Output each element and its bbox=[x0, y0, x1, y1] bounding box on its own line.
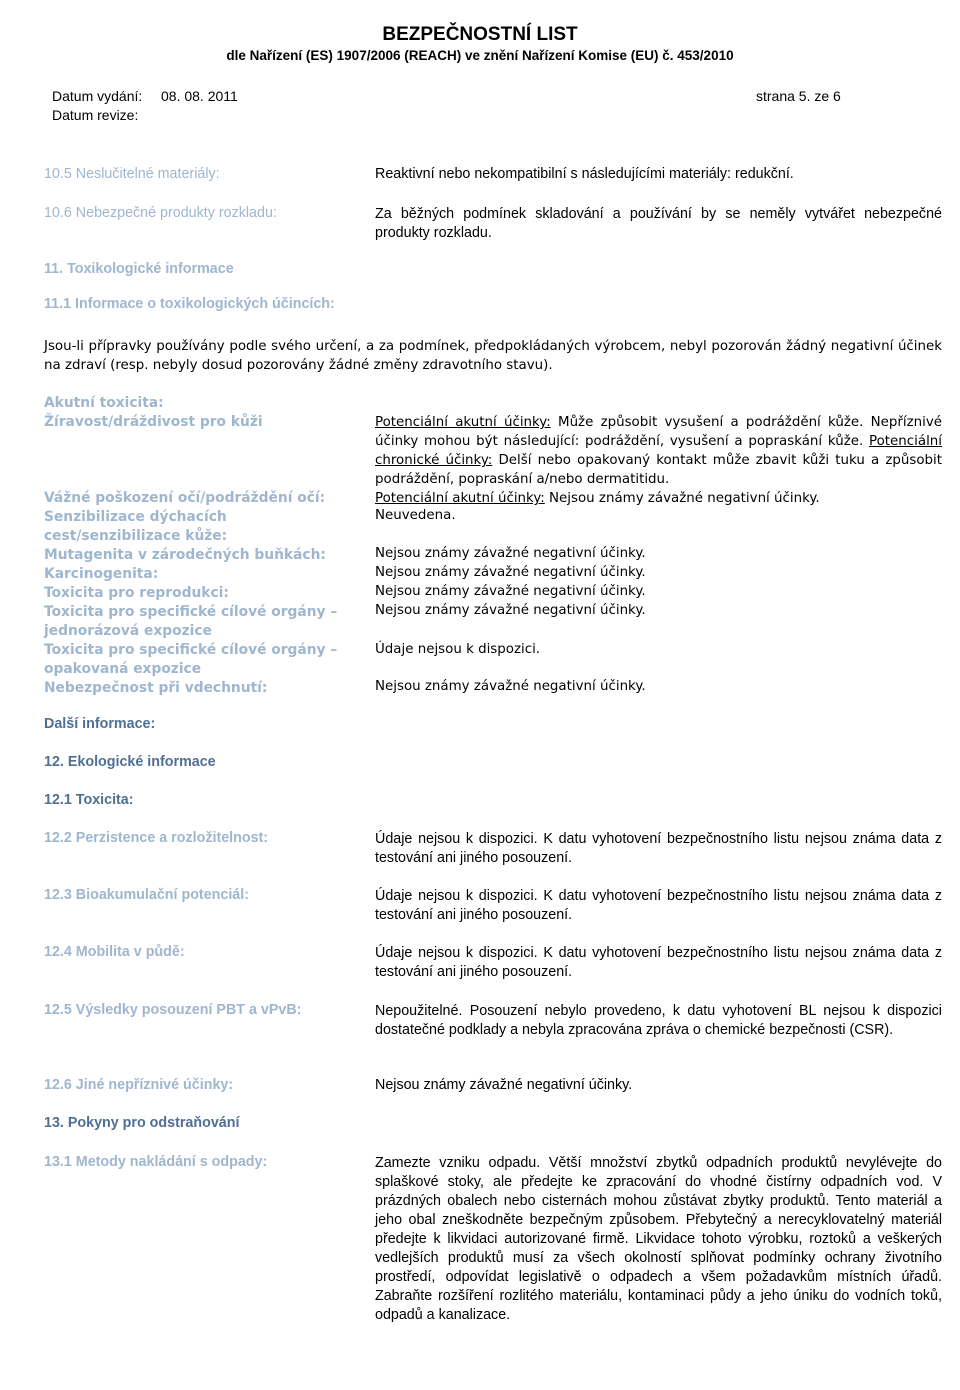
reproductive-toxicity-label: Toxicita pro reprodukci: bbox=[44, 585, 229, 601]
section-number: 12.4 bbox=[44, 944, 72, 960]
section-label-text: Bioakumulační potenciál: bbox=[71, 887, 249, 903]
section-11-intro: Jsou-li přípravky používány podle svého určení, a za podmínek, předpokládaných výrobcem, nebyl pozorován žádný negativní účinek na zdraví (resp. nebyly dosud pozorovány žádné změny zdravotního stavu). bbox=[44, 339, 942, 373]
section-label-text: Neslučitelné materiály: bbox=[71, 166, 220, 182]
section-12-3-value: Údaje nejsou k dispozici. K datu vyhotovení bezpečnostního listu nejsou známa data z testování ani jiného posouzení. bbox=[375, 888, 942, 923]
document-title: BEZPEČNOSTNÍ LIST bbox=[382, 24, 578, 45]
issue-date: 08. 08. 2011 bbox=[161, 88, 238, 104]
stot-single-label-2: jednorázová expozice bbox=[44, 623, 212, 639]
section-13-1-value: Zamezte vzniku odpadu. Větší množství zbytků odpadních produktů nevylévejte do splaškové stoky, ale předejte ke zpracování do vhodné čistírny odpadních vod. V prázdných obalech nebo cisternách mohou zůstávat zbytky produktů. Tento materiál a jeho obal zneškodněte bezpečným způsobem. Přebytečný a nerecyklovatelný materiál předejte k likvidaci autorizované firmě. Likvidace tohoto výrobku, roztoků a veškerých vedlejších produktů musí za všech okolností splňovat podmínky ochrany životního prostředí, odpovídat legislativě o odpadech a všem požadavkům místních úřadů. Zabraňte rozšíření rozlitého materiálu, kontaminaci půdy a jeho úniku do vodních toků, odpadů a kanalizace. bbox=[375, 1155, 942, 1323]
section-12-2-value: Údaje nejsou k dispozici. K datu vyhotovení bezpečnostního listu nejsou známa data z testování ani jiného posouzení. bbox=[375, 831, 942, 866]
sensitization-label-1: Senzibilizace dýchacích bbox=[44, 509, 227, 525]
section-11-1-heading bbox=[44, 296, 335, 312]
section-12-6-value: Nejsou známy závažné negativní účinky. bbox=[375, 1077, 633, 1093]
section-12-5-label bbox=[44, 1002, 301, 1018]
section-10-5-label bbox=[44, 166, 220, 182]
aspiration-hazard-label: Nebezpečnost při vdechnutí: bbox=[44, 680, 268, 696]
section-number: 12.5 bbox=[44, 1002, 72, 1018]
mutagenicity-label: Mutagenita v zárodečných buňkách: bbox=[44, 547, 326, 563]
skin-corrosion-label: Žíravost/dráždivost pro kůži bbox=[44, 414, 263, 430]
carcinogenicity-value: Nejsou známy závažné negativní účinky. bbox=[375, 565, 646, 580]
section-number: 12.6 bbox=[44, 1077, 72, 1093]
section-12-4-value: Údaje nejsou k dispozici. K datu vyhotovení bezpečnostního listu nejsou známa data z testování ani jiného posouzení. bbox=[375, 945, 942, 980]
section-12-6-label bbox=[44, 1077, 233, 1093]
section-label-text: Perzistence a rozložitelnost: bbox=[71, 830, 269, 846]
potential-chronic-effects-label: Potenciální chronické účinky: bbox=[375, 434, 942, 468]
eye-text: Nejsou známy závažné negativní účinky. bbox=[544, 491, 820, 506]
section-number: 12.2 bbox=[44, 830, 72, 846]
section-10-6-label bbox=[44, 205, 277, 221]
section-12-3-label bbox=[44, 887, 249, 903]
skin-chronic-text: Delší nebo opakovaný kontakt může zbavit kůži tuku a způsobit podráždění, popraskání a/nebo dermatitidu. bbox=[375, 453, 942, 487]
section-12-5-value: Nepoužitelné. Posouzení nebylo provedeno, k datu vyhotovení BL nejsou k dispozici dostatečné podklady a nebyla zpracována zpráva o chemické bezpečnosti (CSR). bbox=[375, 1003, 942, 1038]
stot-single-value: Nejsou známy závažné negativní účinky. bbox=[375, 603, 646, 618]
stot-single-label-1: Toxicita pro specifické cílové orgány – bbox=[44, 604, 338, 620]
sensitization-value: Neuvedena. bbox=[375, 508, 456, 523]
section-12-4-label bbox=[44, 944, 185, 960]
section-10-6-text: Za běžných podmínek skladování a používání by se neměly vytvářet nebezpečné produkty rozkladu. bbox=[375, 206, 942, 241]
skin-corrosion-value bbox=[375, 413, 942, 489]
revision-date-label: Datum revize: bbox=[52, 107, 139, 123]
section-number: 11. bbox=[44, 261, 64, 277]
skin-acute-text: Může způsobit vysušení a podráždění kůže. Nepříznivé účinky mohou být následující: podráždění, vysušení a popraskání kůže. bbox=[375, 415, 943, 449]
issue-date-label: Datum vydání: bbox=[52, 88, 143, 104]
eye-damage-value bbox=[375, 489, 942, 508]
potential-acute-effects-label: Potenciální akutní účinky: bbox=[375, 415, 551, 430]
section-label-text: Výsledky posouzení PBT a vPvB: bbox=[71, 1002, 302, 1018]
sensitization-label-2: cest/senzibilizace kůže: bbox=[44, 528, 228, 544]
section-12-heading: 12. Ekologické informace bbox=[44, 754, 216, 770]
section-label-text: Mobilita v půdě: bbox=[71, 944, 185, 960]
stot-repeated-label-2: opakovaná expozice bbox=[44, 661, 202, 677]
section-label-text: Nebezpečné produkty rozkladu: bbox=[71, 205, 277, 221]
potential-acute-effects-label: Potenciální akutní účinky: bbox=[375, 491, 545, 506]
section-label-text: Metody nakládání s odpady: bbox=[71, 1154, 268, 1170]
section-number: 10.5 bbox=[44, 166, 72, 182]
section-number: 13.1 bbox=[44, 1154, 72, 1170]
section-13-1-label bbox=[44, 1154, 267, 1170]
section-number: 11.1 bbox=[44, 296, 72, 312]
section-heading-text: Informace o toxikologických účincích: bbox=[71, 296, 335, 312]
section-heading-text: Toxikologické informace bbox=[63, 261, 234, 277]
section-13-heading: 13. Pokyny pro odstraňování bbox=[44, 1115, 240, 1131]
section-number: 10.6 bbox=[44, 205, 72, 221]
stot-repeated-label-1: Toxicita pro specifické cílové orgány – bbox=[44, 642, 338, 658]
document-subtitle: dle Nařízení (ES) 1907/2006 (REACH) ve znění Nařízení Komise (EU) č. 453/2010 bbox=[226, 48, 734, 63]
aspiration-hazard-value: Nejsou známy závažné negativní účinky. bbox=[375, 679, 646, 694]
acute-toxicity-label: Akutní toxicita: bbox=[44, 395, 164, 411]
section-10-5-text: Reaktivní nebo nekompatibilní s následujícími materiály: redukční. bbox=[375, 166, 794, 182]
page-number: strana 5. ze 6 bbox=[756, 88, 841, 104]
section-12-2-label bbox=[44, 830, 268, 846]
further-information-label: Další informace: bbox=[44, 716, 156, 732]
section-label-text: Jiné nepříznivé účinky: bbox=[71, 1077, 234, 1093]
mutagenicity-value: Nejsou známy závažné negativní účinky. bbox=[375, 546, 646, 561]
section-12-1-label: 12.1 Toxicita: bbox=[44, 792, 134, 808]
eye-damage-label: Vážné poškození očí/podráždění očí: bbox=[44, 490, 326, 506]
section-number: 12.3 bbox=[44, 887, 72, 903]
stot-repeated-value: Údaje nejsou k dispozici. bbox=[375, 642, 541, 657]
carcinogenicity-label: Karcinogenita: bbox=[44, 566, 159, 582]
section-11-heading bbox=[44, 261, 234, 277]
reproductive-toxicity-value: Nejsou známy závažné negativní účinky. bbox=[375, 584, 646, 599]
